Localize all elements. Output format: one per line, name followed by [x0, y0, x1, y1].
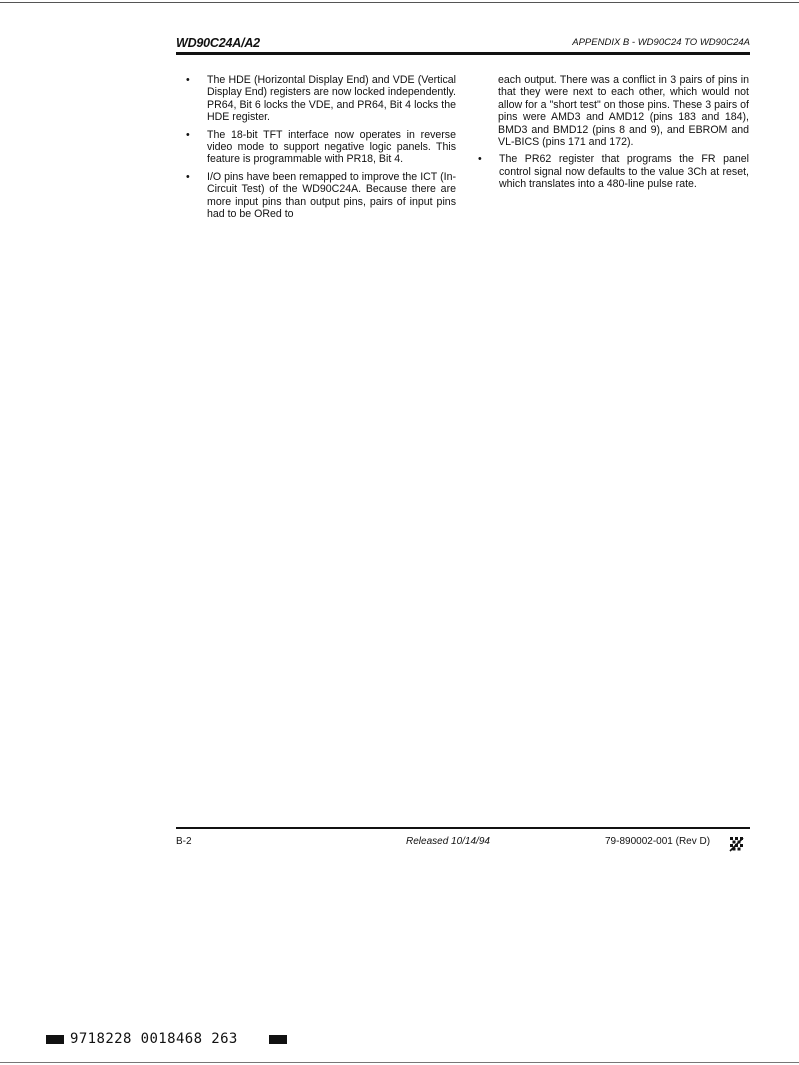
- header-section-title: APPENDIX B - WD90C24 TO WD90C24A: [572, 37, 750, 48]
- bullet-item: [186, 74, 456, 124]
- bullet-text: I/O pins have been remapped to improve the ICT (In-Circuit Test) of the WD90C24A. Because there are more input pins than output pins, pairs of input pins had to be ORed to: [207, 170, 456, 221]
- bullet-icon: •: [186, 128, 190, 141]
- bullet-icon: •: [186, 74, 190, 86]
- bottom-scan-edge: [0, 1062, 799, 1063]
- scan-barcode: [46, 1031, 306, 1049]
- barcode-block: [269, 1035, 287, 1044]
- bullet-text: The 18-bit TFT interface now operates in reverse video mode to support negative logic panels. This feature is programmable with PR18, Bit 4.: [207, 128, 456, 166]
- page-header: [176, 36, 750, 52]
- bullet-text: The PR62 register that programs the FR panel control signal now defaults to the value 3Ch at reset, which translates into a 480-line pulse rate.: [499, 153, 749, 191]
- top-scan-edge: [0, 2, 799, 3]
- bullet-item: [478, 153, 749, 190]
- continued-paragraph: each output. There was a conflict in 3 pairs of pins in that they were next to each other, which would not allow for a "short test" on those pins. These 3 pairs of pins were AMD3 and AMD12 (pins 183 and 184), BMD3 and BMD12 (pins 8 and 9), and EBROM and VL-BICS (pins 171 and 172).: [498, 74, 749, 149]
- footer-divider: [176, 827, 750, 829]
- footer-doc-number: 79-890002-001 (Rev D): [605, 836, 711, 847]
- right-column: [478, 74, 749, 196]
- footer-page-number: B-2: [176, 836, 192, 847]
- bullet-icon: •: [186, 170, 190, 183]
- company-logo-icon: [729, 836, 744, 852]
- bullet-item: [186, 129, 456, 166]
- left-column: [186, 74, 456, 225]
- header-document-title: WD90C24A/A2: [176, 36, 260, 50]
- barcode-block: [46, 1035, 64, 1044]
- barcode-number: 9718228 0018468 263: [70, 1031, 238, 1047]
- bullet-text: The HDE (Horizontal Display End) and VDE (Vertical Display End) registers are now locked independently. PR64, Bit 6 locks the VDE, and PR64, Bit 4 locks the HDE register.: [207, 74, 456, 124]
- header-divider: [176, 52, 750, 55]
- bullet-item: [186, 171, 456, 221]
- bullet-icon: •: [478, 153, 482, 166]
- footer-release-date: Released 10/14/94: [406, 836, 490, 847]
